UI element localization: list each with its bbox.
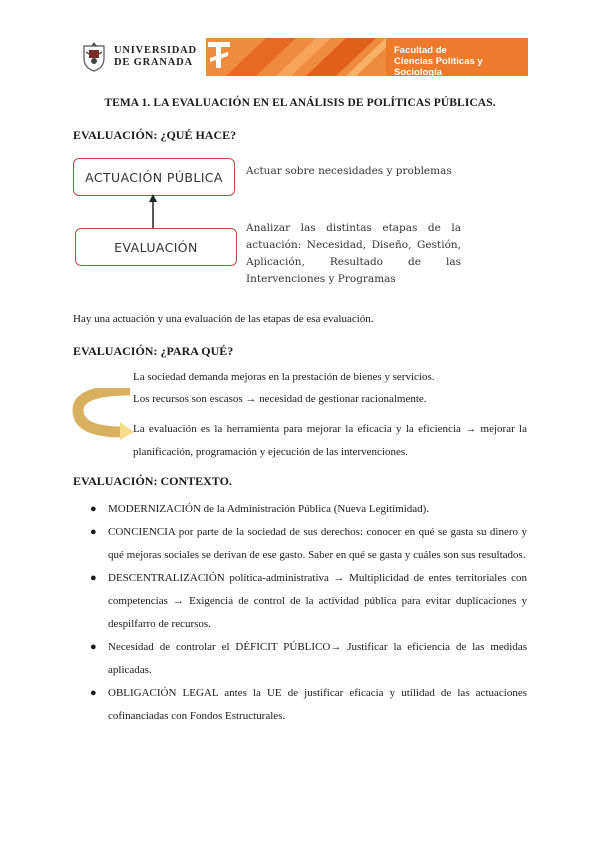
page-title: TEMA 1. LA EVALUACIÓN EN EL ANÁLISIS DE POLÍTICAS PÚBLICAS. bbox=[104, 97, 496, 109]
box-actuacion-publica-label: ACTUACIÓN PÚBLICA bbox=[85, 169, 223, 185]
list-item: ● Necesidad de controlar el DÉFICIT PÚBLICO→ Justificar la eficiencia de las medidas aplicadas. bbox=[108, 636, 527, 682]
list-item: ● OBLIGACIÓN LEGAL antes la UE de justificar eficacia y utilidad de las actuaciones cofinanciadas con Fondos Estructurales. bbox=[108, 682, 527, 728]
bullet-icon: ● bbox=[90, 572, 97, 584]
bullet-icon: ● bbox=[90, 526, 97, 538]
para-que-line1: La sociedad demanda mejoras en la prestación de bienes y servicios. bbox=[133, 371, 435, 383]
list-item: ● DESCENTRALIZACIÓN política-administrativa → Multiplicidad de entes territoriales con competencias → Exigencia de control de la actividad pública para evitar duplicaciones y despilfarro de recursos. bbox=[108, 567, 527, 636]
university-logo bbox=[80, 40, 197, 74]
faculty-name-line1: Facultad de bbox=[394, 45, 447, 56]
arrow-up-icon bbox=[145, 194, 161, 230]
university-crest-icon bbox=[80, 40, 108, 72]
note-analizar: Analizar las distintas etapas de la actuación: Necesidad, Diseño, Gestión, Aplicación, Resultado de las Intervenciones y Programas bbox=[246, 222, 461, 285]
heading-contexto: EVALUACIÓN: CONTEXTO. bbox=[73, 474, 232, 488]
bullet-icon: ● bbox=[90, 687, 97, 699]
box-actuacion-publica bbox=[73, 158, 235, 196]
box-evaluacion-label: EVALUACIÓN bbox=[114, 239, 198, 255]
university-name-line2: DE GRANADA bbox=[114, 57, 193, 68]
faculty-name-line2: Ciencias Políticas y Sociología bbox=[394, 56, 483, 76]
list-item: ● CONCIENCIA por parte de la sociedad de sus derechos: conocer en qué se gasta su dinero y qué mejoras sociales se derivan de ese gasto. Saber en qué se gasta y cuáles son sus resultados. bbox=[108, 521, 527, 567]
heading-para-que: EVALUACIÓN: ¿PARA QUÉ? bbox=[73, 344, 234, 358]
box-evaluacion bbox=[75, 228, 237, 266]
university-name-line1: UNIVERSIDAD bbox=[114, 45, 197, 56]
curved-arrow-icon bbox=[70, 388, 136, 440]
summary-text: Hay una actuación y una evaluación de las etapas de esa evaluación. bbox=[73, 313, 374, 325]
faculty-logo-icon bbox=[206, 38, 232, 72]
para-que-line3: La evaluación es la herramienta para mejorar la eficacia y la eficiencia → mejorar la planificación, programación y ejecución de las intervenciones. bbox=[133, 423, 527, 458]
faculty-banner bbox=[206, 38, 528, 76]
para-que-line2: Los recursos son escasos → necesidad de gestionar racionalmente. bbox=[133, 393, 427, 405]
bullet-icon: ● bbox=[90, 641, 97, 653]
bullet-icon: ● bbox=[90, 503, 97, 515]
list-item: ● MODERNIZACIÓN de la Administración Pública (Nueva Legitimidad). bbox=[108, 498, 527, 521]
heading-que-hace: EVALUACIÓN: ¿QUÉ HACE? bbox=[73, 128, 237, 142]
contexto-list bbox=[90, 498, 527, 728]
note-actuar: Actuar sobre necesidades y problemas bbox=[246, 165, 452, 177]
